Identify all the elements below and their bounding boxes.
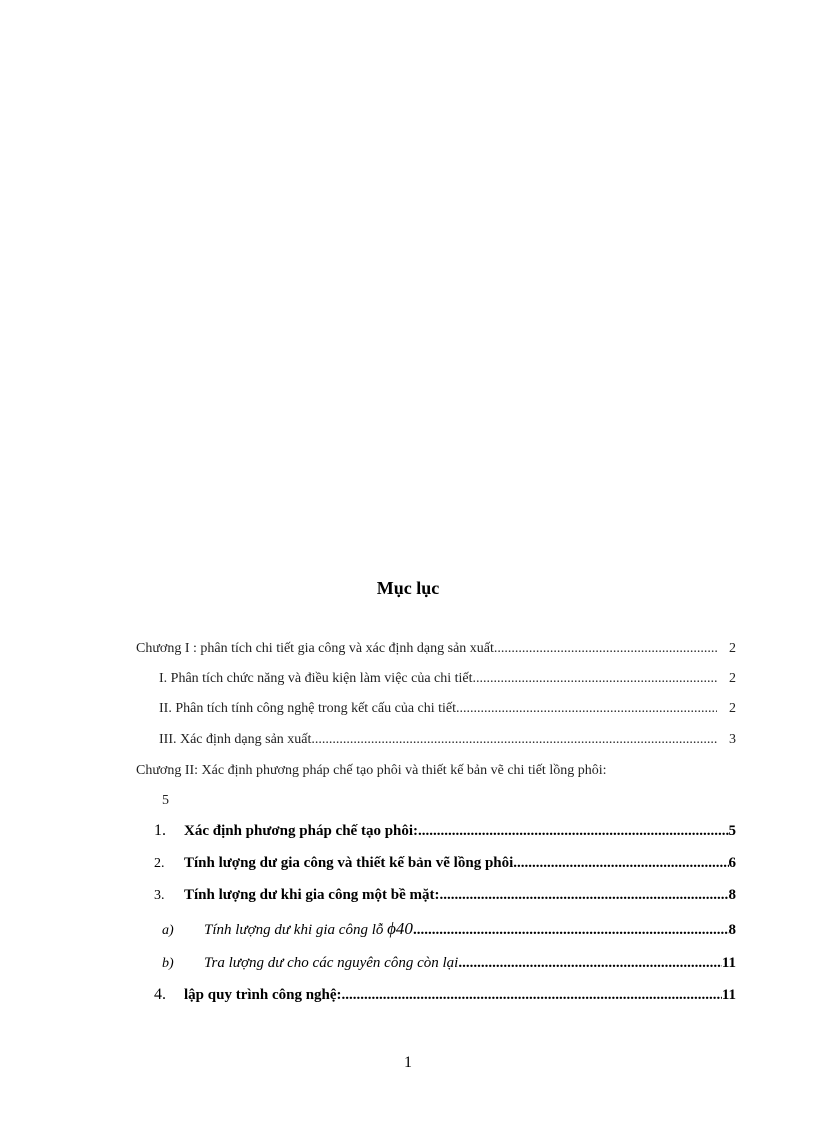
toc-entry-2-3[interactable] (154, 884, 736, 907)
toc-entry-label (154, 820, 418, 842)
dot-leader (342, 984, 722, 1006)
diameter-symbol: ϕ40 (387, 919, 413, 938)
toc-entry-page: 8 (728, 887, 736, 903)
toc-entry-page: 11 (721, 987, 736, 1003)
toc-entry-2-4[interactable] (154, 984, 736, 1006)
toc-entry-page: 5 (728, 823, 736, 839)
toc-entry-text: Xác định phương pháp chế tạo phôi: (184, 823, 419, 839)
toc-entry-chapter-2[interactable] (136, 760, 736, 782)
dot-leader (460, 698, 717, 720)
toc-entry-2-3-a[interactable] (162, 918, 736, 942)
toc-entry-label (154, 852, 517, 875)
toc-entry-number: 2. (154, 856, 165, 871)
toc-entry-label (162, 918, 413, 942)
toc-entry-label: III. Xác định dạng sản xuất. (159, 732, 315, 747)
toc-entry-label: Chương I : phân tích chi tiết gia công và xác định dạng sản xuất (136, 641, 494, 656)
toc-entry-label: II. Phân tích tính công nghệ trong kết cấu của chi tiết. (159, 701, 460, 716)
page-number: 1 (404, 1054, 412, 1071)
toc-entry-section-1-iii[interactable] (159, 729, 736, 751)
toc-entry-section-1-i[interactable] (159, 668, 736, 690)
dot-leader (458, 952, 721, 974)
toc-entry-text: Tính lượng dư khi gia công lỗ (204, 922, 384, 938)
toc-entry-section-1-ii[interactable] (159, 698, 736, 720)
toc-entry-chapter-1[interactable] (136, 638, 736, 660)
toc-entry-number: b) (162, 956, 174, 971)
toc-title: Mục lục (376, 578, 440, 598)
toc-entry-label (154, 884, 440, 907)
toc-entry-page: 2 (729, 671, 736, 686)
toc-entry-2-2[interactable] (154, 852, 736, 875)
dot-leader (494, 638, 717, 660)
toc-entry-page: 6 (728, 855, 736, 871)
toc-entry-number: 3. (154, 888, 165, 903)
dot-leader (517, 852, 728, 874)
toc-entry-chapter-2-page: 5 (162, 793, 169, 808)
toc-entry-label: I. Phân tích chức năng và điều kiện làm việc của chi tiết. (159, 671, 477, 686)
dot-leader (476, 668, 717, 690)
toc-entry-number: a) (162, 923, 174, 938)
toc-entry-label: Chương II: Xác định phương pháp chế tạo phôi và thiết kế bản vẽ chi tiết lồng phôi: (136, 763, 607, 778)
toc-entry-page: 2 (729, 641, 736, 656)
toc-entry-2-3-b[interactable] (162, 952, 736, 975)
dot-leader (440, 884, 729, 906)
toc-entry-page: 11 (721, 955, 736, 971)
dot-leader (418, 820, 728, 842)
toc-entry-text: Tính lượng dư khi gia công một bề mặt: (184, 887, 440, 903)
toc-entry-2-1[interactable] (154, 820, 736, 842)
toc-entry-text: Tính lượng dư gia công và thiết kế bản vẽ lồng phôi. (184, 855, 518, 871)
toc-entry-page: 3 (729, 732, 736, 747)
toc-entry-page: 8 (728, 922, 736, 938)
toc-entry-text: lập quy trình công nghệ: (184, 987, 342, 1003)
dot-leader (315, 729, 717, 751)
toc-entry-number: 4. (154, 986, 166, 1003)
toc-entry-label (162, 952, 458, 975)
toc-entry-text: Tra lượng dư cho các nguyên công còn lại (204, 955, 459, 971)
toc-entry-number: 1. (154, 822, 166, 839)
toc-entry-label (154, 984, 342, 1006)
dot-leader (413, 919, 729, 941)
toc-entry-page: 2 (729, 701, 736, 716)
